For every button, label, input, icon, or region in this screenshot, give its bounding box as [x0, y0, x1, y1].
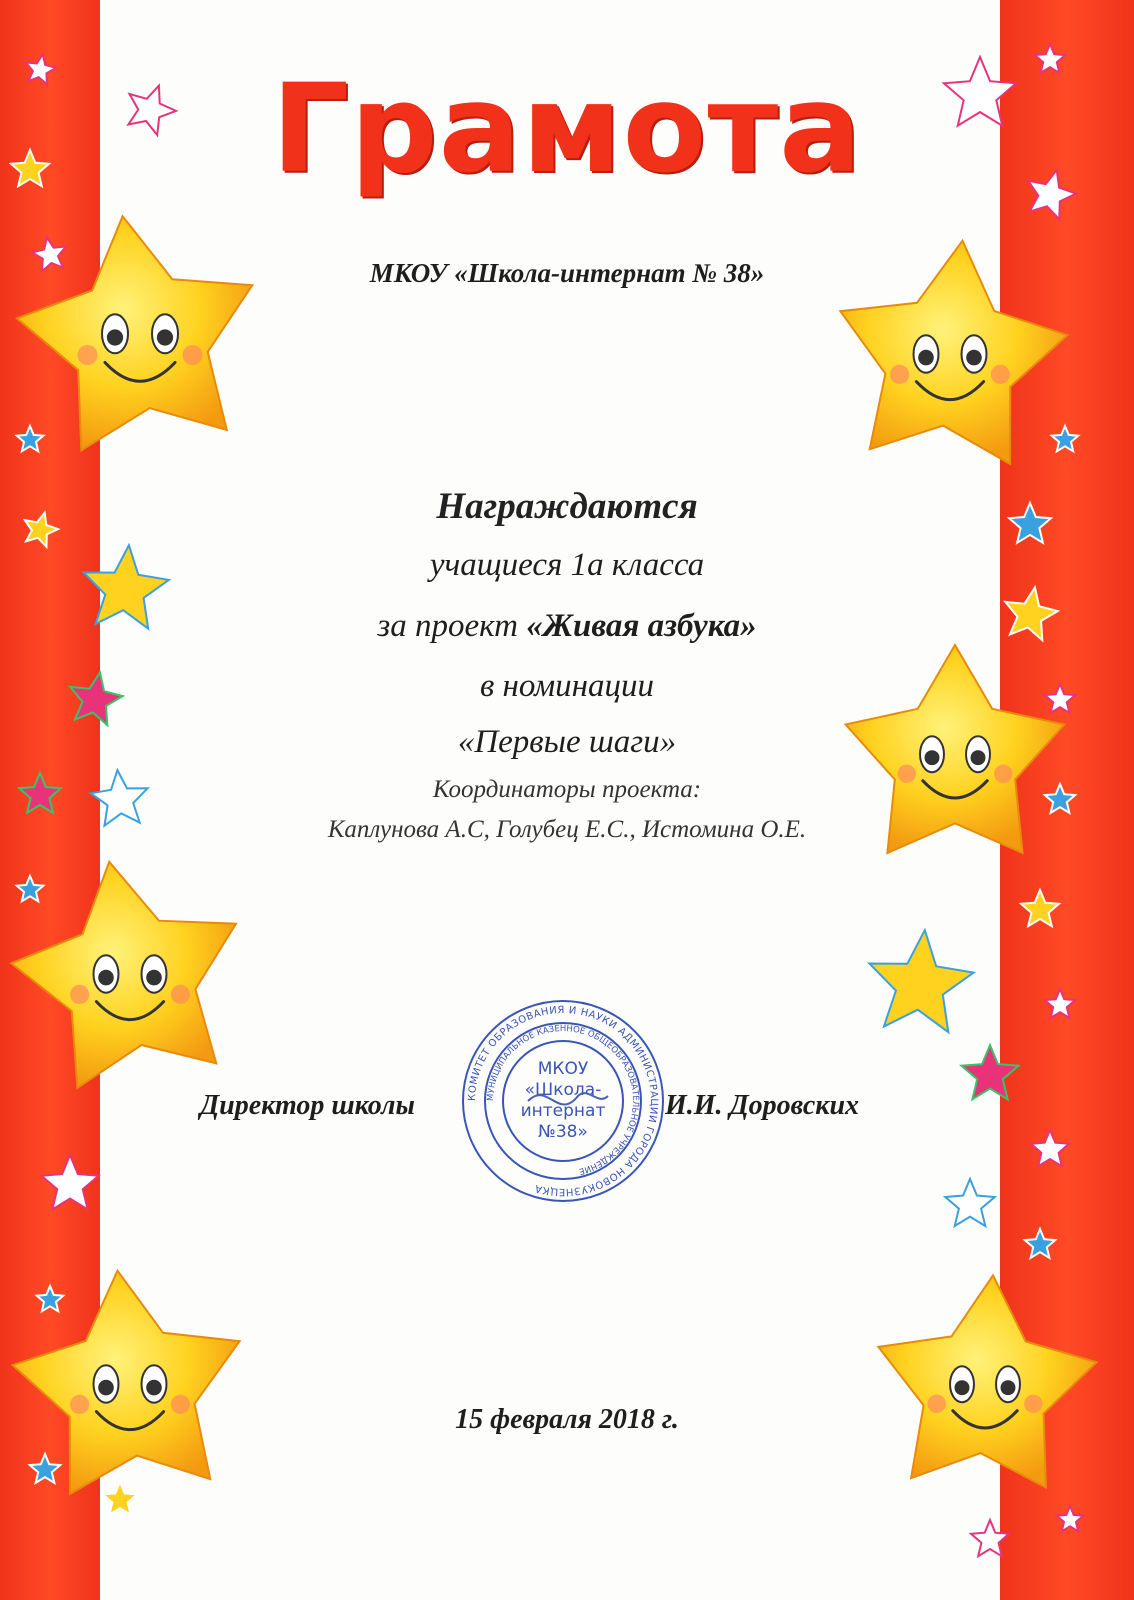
star-icon: [25, 513, 58, 547]
star-icon: [17, 426, 44, 451]
stamp-center-line-3: интернат: [520, 1101, 606, 1121]
star-icon: [42, 1155, 99, 1209]
star-icon: [1021, 890, 1059, 926]
star-pupil-right: [1001, 1380, 1016, 1395]
director-name: И.И. Доровских: [665, 1090, 860, 1121]
certificate-title: Грамота: [271, 58, 863, 200]
director-label: Директор школы: [200, 1090, 415, 1121]
star-icon: [1005, 587, 1057, 640]
star-icon: [962, 1045, 1019, 1099]
nomination-prefix: в номинации: [479, 668, 655, 704]
certificate-date: 15 февраля 2018 г.: [455, 1404, 679, 1435]
star-cheek: [890, 365, 909, 384]
star-pupil-left: [918, 350, 934, 366]
star-cheek: [78, 345, 98, 365]
project-line: [200, 608, 934, 645]
recipients-text: учащиеся 1а класса: [429, 547, 705, 583]
star-icon: [1009, 503, 1051, 543]
star-cheek: [994, 765, 1012, 783]
star-icon: [19, 773, 61, 813]
star-cheek: [183, 345, 203, 365]
star-icon: [1057, 1506, 1084, 1531]
star-icon: [1052, 426, 1079, 451]
star-icon: [91, 770, 148, 826]
star-icon: [1045, 684, 1075, 713]
star-pupil-right: [146, 1380, 162, 1396]
star-cheek: [171, 1395, 190, 1414]
coordinators-label: Координаторы проекта:: [432, 776, 702, 803]
star-icon: [37, 1286, 64, 1311]
star-icon: [1025, 1229, 1055, 1258]
star-cheek: [991, 365, 1010, 384]
star-cheek: [70, 985, 89, 1004]
award-heading: Награждаются: [436, 486, 698, 527]
project-name: «Живая азбука»: [526, 608, 757, 644]
star-cheek: [70, 1395, 89, 1414]
stamp-inner-ring-text: МУНИЦИПАЛЬНОЕ КАЗЕННОЕ ОБЩЕОБРАЗОВАТЕЛЬНОЕ УЧРЕЖДЕНИЕ: [485, 1023, 641, 1177]
star-pupil-right: [146, 970, 162, 986]
coordinators-names: Каплунова А.С, Голубец Е.С., Истомина О.Е.: [327, 816, 807, 843]
star-icon: [1045, 784, 1075, 813]
stamp-outer-ring-text: КОМИТЕТ ОБРАЗОВАНИЯ И НАУКИ АДМИНИСТРАЦИИ ГОРОДА НОВОКУЗНЕЦКА: [466, 1004, 660, 1198]
star-pupil-left: [955, 1380, 970, 1395]
star-icon: [32, 237, 66, 271]
stamp-center-line-2: «Школа-: [524, 1080, 602, 1100]
school-name: МКОУ «Школа-интернат № 38»: [369, 258, 765, 288]
star-icon: [971, 1520, 1009, 1556]
star-cheek: [171, 985, 190, 1004]
star-icon: [103, 1482, 137, 1515]
project-prefix: за проект: [377, 608, 527, 644]
star-icon: [30, 1454, 60, 1483]
star-body: [878, 1275, 1096, 1487]
stamp-center-line-1: МКОУ: [537, 1059, 589, 1079]
star-pupil-left: [107, 329, 123, 345]
star-icon: [84, 545, 169, 628]
star-icon: [945, 1179, 994, 1226]
star-pupil-right: [157, 329, 173, 345]
star-icon: [70, 672, 122, 725]
star-pupil-left: [98, 1380, 114, 1396]
smiling-star-icon: [878, 1275, 1096, 1487]
star-pupil-left: [98, 970, 114, 986]
star-icon: [869, 930, 973, 1032]
stamp-center-line-4: №38»: [538, 1122, 588, 1142]
star-icon: [17, 876, 44, 901]
star-icon: [1031, 1130, 1069, 1166]
smiling-star-icon: [11, 862, 236, 1088]
star-pupil-right: [966, 350, 982, 366]
star-pupil-right: [971, 750, 986, 765]
star-body: [11, 862, 236, 1088]
star-cheek: [1024, 1395, 1042, 1413]
nomination-name: «Первые шаги»: [457, 724, 677, 760]
school-stamp: [458, 996, 668, 1206]
star-icon: [1045, 989, 1075, 1018]
